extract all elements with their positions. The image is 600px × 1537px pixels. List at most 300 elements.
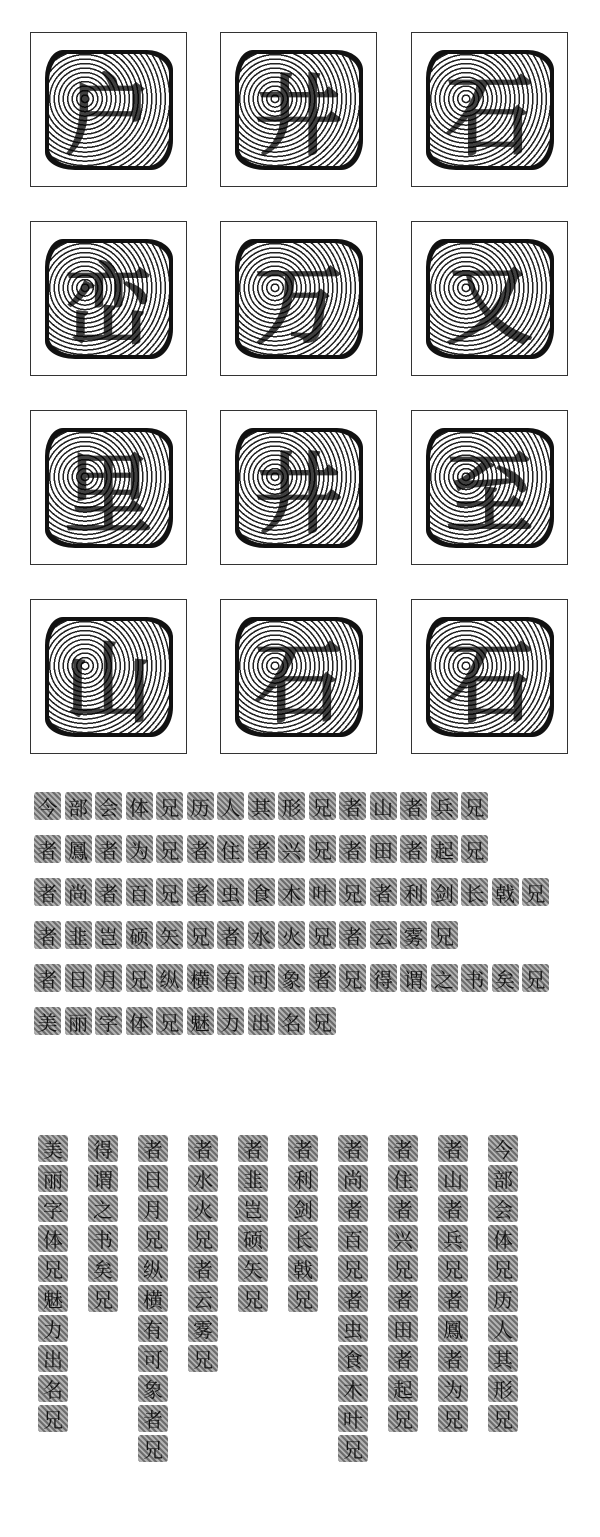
character-cell (431, 964, 458, 992)
cell-char: 体 (129, 1010, 149, 1035)
cell-char: 者 (443, 1348, 463, 1372)
character-cell (461, 878, 488, 906)
character-cell (65, 921, 92, 949)
text-column (488, 1135, 518, 1435)
character-cell (38, 1255, 68, 1282)
cell-char: 形 (281, 795, 302, 820)
cell-char: 矣 (495, 967, 515, 992)
cell-char: 山 (373, 795, 393, 820)
cell-char: 者 (403, 795, 424, 820)
character-cell (522, 878, 549, 906)
character-cell (248, 1007, 275, 1035)
character-cell (488, 1165, 518, 1192)
character-cell (248, 792, 275, 820)
cell-char: 兄 (143, 1438, 163, 1462)
character-cell (370, 835, 397, 863)
cell-char: 剑 (293, 1198, 313, 1222)
character-cell (126, 878, 153, 906)
character-cell (217, 835, 244, 863)
cell-char: 者 (143, 1408, 163, 1432)
character-cell (188, 1285, 218, 1312)
cell-char: 鳳 (443, 1318, 463, 1342)
text-row (34, 921, 574, 951)
character-cell (248, 878, 275, 906)
character-cell (248, 921, 275, 949)
horizontal-text-block (34, 792, 574, 1050)
character-cell (309, 921, 336, 949)
cell-char: 起 (393, 1378, 413, 1402)
cell-char: 兄 (312, 924, 332, 949)
character-cell (38, 1225, 68, 1252)
character-cell (278, 1007, 305, 1035)
cell-char: 矢 (243, 1258, 263, 1282)
cell-char: 可 (251, 967, 271, 992)
character-cell (188, 1195, 218, 1222)
character-cell (95, 792, 122, 820)
cell-char: 日 (143, 1168, 163, 1192)
cell-char: 者 (393, 1138, 413, 1162)
character-cell (431, 878, 458, 906)
cell-char: 戟 (293, 1258, 313, 1282)
cell-char: 者 (190, 838, 210, 863)
cell-char: 历 (190, 795, 210, 820)
cell-char: 出 (251, 1010, 271, 1035)
cell-char: 叶 (312, 881, 332, 906)
cell-char: 者 (312, 967, 332, 992)
cell-char: 者 (190, 881, 210, 906)
cell-char: 兵 (434, 795, 454, 820)
character-cell (217, 1007, 244, 1035)
cell-char: 住 (393, 1168, 413, 1192)
character-cell (187, 964, 214, 992)
cell-char: 其 (493, 1348, 513, 1372)
cell-char: 兄 (493, 1408, 513, 1432)
character-cell (95, 835, 122, 863)
cell-char: 兄 (343, 1258, 363, 1282)
character-cell (156, 1007, 183, 1035)
cell-char: 虫 (220, 881, 241, 906)
cell-char: 日 (68, 967, 88, 992)
text-column (88, 1135, 118, 1315)
character-cell (488, 1345, 518, 1372)
cell-char: 兄 (143, 1228, 163, 1252)
cell-char: 起 (434, 838, 454, 863)
cell-char: 木 (281, 881, 302, 906)
cell-char: 者 (342, 924, 363, 949)
character-cell (492, 878, 519, 906)
cell-char: 丽 (43, 1168, 63, 1192)
character-cell (187, 878, 214, 906)
cell-char: 百 (343, 1228, 363, 1252)
character-cell (309, 878, 336, 906)
text-column (138, 1135, 168, 1465)
character-cell (488, 1255, 518, 1282)
cell-char: 剑 (434, 881, 454, 906)
character-cell (34, 921, 61, 949)
character-cell (370, 921, 397, 949)
character-cell (238, 1225, 268, 1252)
cell-char: 虫 (343, 1318, 363, 1342)
character-cell (288, 1225, 318, 1252)
character-cell (488, 1195, 518, 1222)
character-tile (411, 410, 568, 565)
cell-char: 者 (37, 924, 58, 949)
cell-char: 部 (493, 1168, 513, 1192)
character-cell (126, 835, 153, 863)
cell-char: 部 (68, 795, 88, 820)
character-cell (34, 964, 61, 992)
tile-char: 石 (445, 63, 534, 168)
cell-char: 会 (98, 795, 119, 820)
cell-char: 火 (193, 1198, 213, 1222)
character-cell (438, 1135, 468, 1162)
tile-char: 户 (64, 63, 153, 168)
character-cell (248, 964, 275, 992)
character-cell (38, 1195, 68, 1222)
cell-char: 魅 (190, 1010, 210, 1035)
cell-char: 人 (493, 1318, 513, 1342)
cell-char: 名 (43, 1378, 63, 1402)
cell-char: 尚 (68, 881, 88, 906)
cell-char: 岂 (243, 1198, 263, 1222)
character-cell (217, 964, 244, 992)
cell-char: 兄 (159, 838, 180, 863)
tile-char: 井 (254, 441, 343, 546)
cell-char: 兄 (190, 924, 210, 949)
cell-char: 兄 (434, 924, 454, 949)
cell-char: 戟 (495, 881, 515, 906)
cell-char: 岂 (98, 924, 119, 949)
character-cell (370, 878, 397, 906)
character-cell (431, 921, 458, 949)
cell-char: 田 (373, 838, 393, 863)
character-cell (339, 921, 366, 949)
character-cell (388, 1135, 418, 1162)
character-cell (188, 1255, 218, 1282)
character-cell (488, 1225, 518, 1252)
cell-char: 兄 (393, 1408, 413, 1432)
cell-char: 魅 (43, 1288, 63, 1312)
character-cell (156, 835, 183, 863)
character-cell (65, 1007, 92, 1035)
character-cell (238, 1195, 268, 1222)
character-cell (138, 1435, 168, 1462)
character-cell (38, 1375, 68, 1402)
cell-char: 住 (220, 838, 241, 863)
character-cell (488, 1285, 518, 1312)
cell-char: 兄 (464, 838, 485, 863)
cell-char: 形 (493, 1378, 513, 1402)
character-cell (338, 1315, 368, 1342)
character-cell (278, 835, 305, 863)
cell-char: 者 (343, 1288, 363, 1312)
cell-char: 象 (143, 1378, 163, 1402)
character-cell (338, 1435, 368, 1462)
character-cell (38, 1315, 68, 1342)
character-cell (400, 921, 427, 949)
cell-char: 今 (493, 1138, 513, 1162)
character-cell (309, 964, 336, 992)
cell-char: 硕 (129, 924, 149, 949)
character-cell (187, 792, 214, 820)
character-cell (95, 1007, 122, 1035)
cell-char: 水 (251, 924, 271, 949)
cell-char: 者 (373, 881, 393, 906)
cell-char: 出 (43, 1348, 63, 1372)
cell-char: 名 (281, 1010, 302, 1035)
text-row (34, 835, 574, 865)
cell-char: 百 (129, 881, 149, 906)
cell-char: 利 (403, 881, 424, 906)
character-cell (238, 1165, 268, 1192)
character-cell (38, 1285, 68, 1312)
cell-char: 有 (143, 1318, 163, 1342)
cell-char: 鳳 (68, 838, 88, 863)
character-cell (388, 1375, 418, 1402)
cell-char: 食 (251, 881, 271, 906)
character-cell (34, 835, 61, 863)
character-cell (156, 921, 183, 949)
character-cell (34, 792, 61, 820)
cell-char: 者 (37, 881, 58, 906)
cell-char: 得 (373, 967, 393, 992)
cell-char: 体 (493, 1228, 513, 1252)
cell-char: 兴 (281, 838, 302, 863)
character-cell (492, 964, 519, 992)
character-cell (488, 1405, 518, 1432)
character-tile (30, 410, 187, 565)
character-cell (431, 835, 458, 863)
cell-char: 兄 (443, 1258, 463, 1282)
tile-char: 里 (64, 441, 153, 546)
cell-char: 字 (43, 1198, 63, 1222)
cell-char: 者 (343, 1198, 363, 1222)
cell-char: 书 (464, 967, 485, 992)
cell-char: 者 (393, 1348, 413, 1372)
character-cell (339, 878, 366, 906)
cell-char: 韭 (243, 1168, 263, 1192)
character-cell (34, 1007, 61, 1035)
cell-char: 者 (443, 1288, 463, 1312)
cell-char: 兄 (159, 1010, 180, 1035)
character-cell (278, 878, 305, 906)
character-cell (338, 1135, 368, 1162)
cell-char: 者 (251, 838, 271, 863)
cell-char: 利 (293, 1168, 313, 1192)
cell-char: 者 (193, 1138, 213, 1162)
character-cell (461, 835, 488, 863)
character-cell (278, 921, 305, 949)
character-cell (138, 1225, 168, 1252)
character-cell (138, 1375, 168, 1402)
character-cell (188, 1315, 218, 1342)
cell-char: 丽 (68, 1010, 88, 1035)
cell-char: 兄 (43, 1408, 63, 1432)
cell-char: 兄 (159, 795, 180, 820)
tile-char: 山 (64, 630, 153, 735)
cell-char: 横 (143, 1288, 163, 1312)
text-row (34, 792, 574, 822)
character-cell (65, 878, 92, 906)
character-cell (88, 1285, 118, 1312)
text-column (288, 1135, 318, 1315)
character-cell (488, 1375, 518, 1402)
character-cell (388, 1345, 418, 1372)
character-cell (95, 921, 122, 949)
text-column (438, 1135, 468, 1435)
cell-char: 纵 (143, 1258, 163, 1282)
cell-char: 兄 (312, 795, 332, 820)
character-cell (438, 1165, 468, 1192)
cell-char: 长 (464, 881, 485, 906)
cell-char: 会 (493, 1198, 513, 1222)
cell-char: 者 (243, 1138, 263, 1162)
cell-char: 矣 (93, 1258, 113, 1282)
cell-char: 谓 (93, 1168, 113, 1192)
character-cell (187, 921, 214, 949)
cell-char: 字 (98, 1010, 119, 1035)
cell-char: 兄 (342, 967, 363, 992)
cell-char: 食 (343, 1348, 363, 1372)
cell-char: 体 (43, 1228, 63, 1252)
character-cell (138, 1255, 168, 1282)
character-tile (30, 221, 187, 376)
cell-char: 月 (98, 967, 119, 992)
tile-char: 峦 (64, 252, 153, 357)
character-cell (126, 1007, 153, 1035)
character-cell (338, 1375, 368, 1402)
cell-char: 兄 (443, 1408, 463, 1432)
cell-char: 兄 (525, 881, 546, 906)
text-column (38, 1135, 68, 1435)
character-cell (138, 1345, 168, 1372)
character-cell (388, 1315, 418, 1342)
character-cell (138, 1165, 168, 1192)
cell-char: 者 (342, 795, 363, 820)
character-tile (411, 32, 568, 187)
cell-char: 力 (43, 1318, 63, 1342)
character-tile (220, 410, 377, 565)
cell-char: 者 (443, 1138, 463, 1162)
character-cell (522, 964, 549, 992)
cell-char: 得 (93, 1138, 113, 1162)
cell-char: 人 (220, 795, 241, 820)
text-row (34, 964, 574, 994)
character-cell (400, 835, 427, 863)
cell-char: 体 (129, 795, 149, 820)
character-cell (65, 792, 92, 820)
character-cell (217, 921, 244, 949)
character-cell (188, 1135, 218, 1162)
character-cell (217, 878, 244, 906)
tile-char: 石 (254, 630, 343, 735)
cell-char: 谓 (403, 967, 424, 992)
character-cell (187, 1007, 214, 1035)
character-cell (438, 1375, 468, 1402)
character-cell (388, 1225, 418, 1252)
character-cell (238, 1135, 268, 1162)
character-cell (288, 1135, 318, 1162)
cell-char: 火 (281, 924, 302, 949)
cell-char: 象 (281, 967, 302, 992)
cell-char: 兄 (312, 838, 332, 863)
cell-char: 者 (37, 838, 58, 863)
cell-char: 兄 (525, 967, 546, 992)
character-cell (38, 1405, 68, 1432)
cell-char: 雾 (193, 1318, 213, 1342)
character-cell (438, 1315, 468, 1342)
cell-char: 云 (373, 924, 393, 949)
cell-char: 有 (220, 967, 241, 992)
character-cell (338, 1165, 368, 1192)
cell-char: 田 (393, 1318, 413, 1342)
cell-char: 者 (143, 1138, 163, 1162)
cell-char: 横 (190, 967, 210, 992)
text-row (34, 1007, 574, 1037)
character-cell (248, 835, 275, 863)
tile-char: 万 (254, 252, 343, 357)
cell-char: 兄 (493, 1258, 513, 1282)
cell-char: 兄 (343, 1438, 363, 1462)
cell-char: 韭 (68, 924, 88, 949)
cell-char: 长 (293, 1228, 313, 1252)
cell-char: 月 (143, 1198, 163, 1222)
cell-char: 雾 (403, 924, 424, 949)
character-cell (309, 835, 336, 863)
character-cell (388, 1255, 418, 1282)
character-cell (288, 1285, 318, 1312)
tile-char: 至 (445, 441, 534, 546)
character-cell (438, 1345, 468, 1372)
text-column (188, 1135, 218, 1375)
cell-char: 硕 (243, 1228, 263, 1252)
character-cell (338, 1285, 368, 1312)
character-cell (339, 792, 366, 820)
cell-char: 云 (193, 1288, 213, 1312)
character-cell (38, 1345, 68, 1372)
cell-char: 兄 (159, 881, 180, 906)
cell-char: 叶 (343, 1408, 363, 1432)
character-cell (431, 792, 458, 820)
cell-char: 者 (98, 838, 119, 863)
character-cell (488, 1315, 518, 1342)
cell-char: 其 (251, 795, 271, 820)
character-cell (188, 1225, 218, 1252)
cell-char: 力 (220, 1010, 241, 1035)
character-cell (370, 792, 397, 820)
character-cell (438, 1285, 468, 1312)
character-cell (88, 1135, 118, 1162)
character-cell (339, 964, 366, 992)
character-cell (278, 792, 305, 820)
character-cell (138, 1285, 168, 1312)
cell-char: 木 (343, 1378, 363, 1402)
cell-char: 者 (37, 967, 58, 992)
character-cell (400, 964, 427, 992)
character-cell (38, 1135, 68, 1162)
character-cell (388, 1285, 418, 1312)
text-row (34, 878, 574, 908)
character-cell (338, 1195, 368, 1222)
character-cell (95, 878, 122, 906)
cell-char: 尚 (343, 1168, 363, 1192)
character-cell (388, 1405, 418, 1432)
character-cell (388, 1195, 418, 1222)
cell-char: 兄 (43, 1258, 63, 1282)
cell-char: 者 (193, 1258, 213, 1282)
cell-char: 兄 (129, 967, 149, 992)
cell-char: 兄 (243, 1288, 263, 1312)
